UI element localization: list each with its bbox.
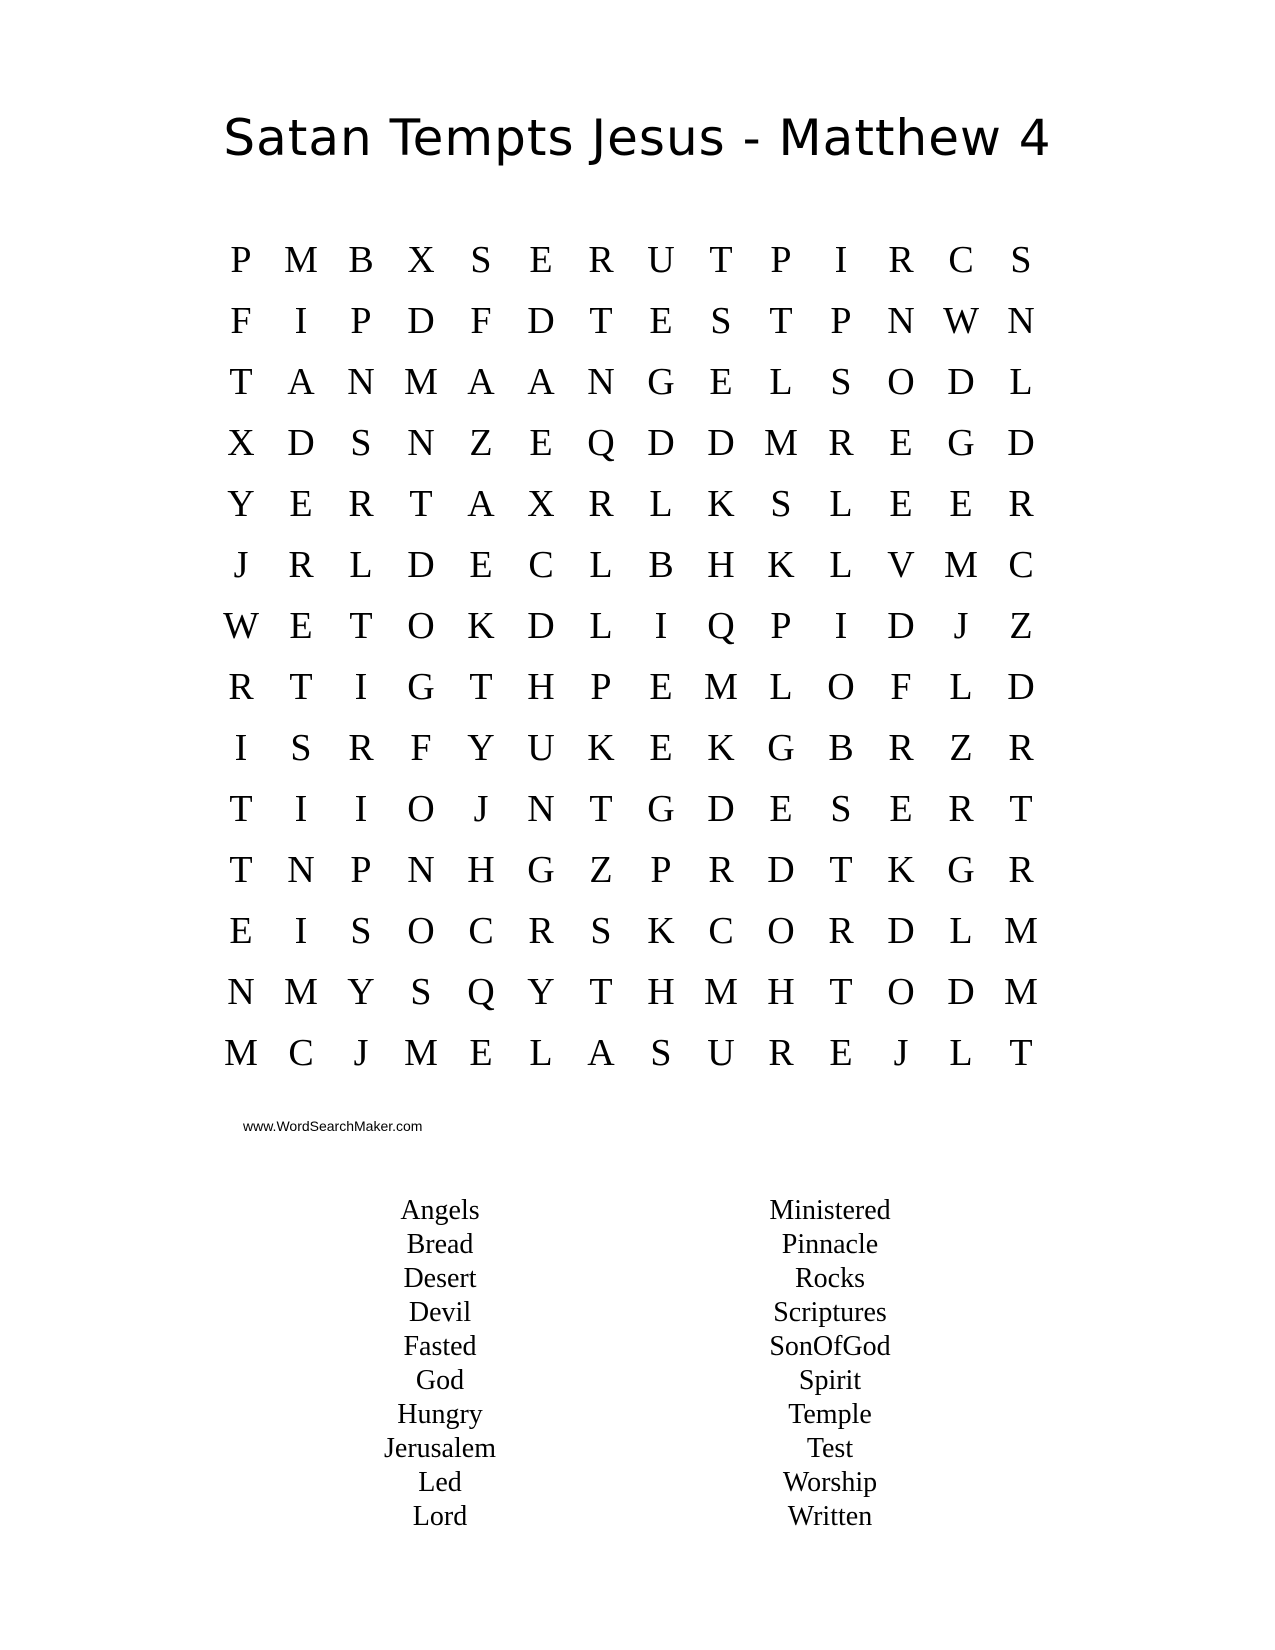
grid-cell: Y bbox=[467, 727, 495, 769]
grid-cell: L bbox=[529, 1032, 553, 1074]
grid-cell: T bbox=[1009, 1032, 1033, 1074]
grid-cell: S bbox=[830, 788, 852, 830]
grid-cell: E bbox=[289, 483, 313, 525]
grid-cell: T bbox=[229, 788, 253, 830]
grid-cell: J bbox=[233, 544, 249, 586]
grid-cell: T bbox=[769, 300, 793, 342]
grid-cell: S bbox=[650, 1032, 672, 1074]
grid-cell: R bbox=[228, 666, 254, 708]
page-title: Satan Tempts Jesus - Matthew 4 bbox=[223, 109, 1052, 167]
grid-cell: C bbox=[528, 544, 554, 586]
grid-cell: L bbox=[829, 544, 853, 586]
grid-cell: C bbox=[468, 910, 494, 952]
grid-cell: S bbox=[350, 422, 372, 464]
word-list-item: Pinnacle bbox=[781, 1229, 879, 1260]
grid-cell: E bbox=[889, 422, 913, 464]
grid-cell: E bbox=[289, 605, 313, 647]
grid-cell: E bbox=[649, 727, 673, 769]
word-list-item: Angels bbox=[400, 1195, 480, 1226]
grid-cell: A bbox=[527, 361, 555, 403]
word-list-item: Rocks bbox=[795, 1263, 865, 1294]
grid-row bbox=[211, 968, 1051, 1029]
grid-cell: G bbox=[947, 849, 975, 891]
grid-cell: I bbox=[834, 239, 848, 281]
grid-cell: H bbox=[767, 971, 795, 1013]
word-list-item: Worship bbox=[782, 1467, 878, 1498]
word-list-item: Ministered bbox=[769, 1195, 891, 1226]
grid-cell: M bbox=[1004, 971, 1038, 1013]
grid-cell: H bbox=[467, 849, 495, 891]
grid-cell: R bbox=[1008, 483, 1034, 525]
grid-cell: K bbox=[587, 727, 615, 769]
grid-cell: E bbox=[949, 483, 973, 525]
grid-cell: I bbox=[294, 788, 308, 830]
grid-cell: E bbox=[229, 910, 253, 952]
grid-cell: E bbox=[469, 544, 493, 586]
grid-cell: D bbox=[767, 849, 795, 891]
grid-cell: T bbox=[229, 849, 253, 891]
grid-cell: R bbox=[888, 727, 914, 769]
grid-cell: E bbox=[649, 666, 673, 708]
grid-cell: L bbox=[1009, 361, 1033, 403]
word-list-item: Bread bbox=[406, 1229, 474, 1260]
grid-cell: N bbox=[407, 849, 435, 891]
grid-cell: M bbox=[704, 666, 738, 708]
grid-cell: A bbox=[467, 361, 495, 403]
grid-cell: T bbox=[829, 849, 853, 891]
grid-cell: I bbox=[294, 910, 308, 952]
grid-cell: E bbox=[889, 788, 913, 830]
grid-cell: K bbox=[707, 483, 735, 525]
grid-cell: Z bbox=[589, 849, 613, 891]
grid-cell: K bbox=[647, 910, 675, 952]
grid-cell: S bbox=[410, 971, 432, 1013]
word-list-item: Scriptures bbox=[773, 1297, 887, 1328]
grid-cell: Q bbox=[467, 971, 495, 1013]
grid-cell: K bbox=[467, 605, 495, 647]
grid-cell: I bbox=[294, 300, 308, 342]
grid-cell: E bbox=[889, 483, 913, 525]
grid-cell: O bbox=[407, 910, 435, 952]
grid-cell: Z bbox=[469, 422, 493, 464]
grid-cell: C bbox=[288, 1032, 314, 1074]
grid-cell: M bbox=[764, 422, 798, 464]
grid-cell: O bbox=[407, 605, 435, 647]
grid-cell: M bbox=[1004, 910, 1038, 952]
grid-cell: M bbox=[404, 361, 438, 403]
grid-cell: E bbox=[649, 300, 673, 342]
grid-cell: U bbox=[527, 727, 555, 769]
grid-cell: C bbox=[1008, 544, 1034, 586]
grid-cell: D bbox=[947, 361, 975, 403]
grid-cell: T bbox=[229, 361, 253, 403]
grid-cell: P bbox=[830, 300, 852, 342]
grid-cell: R bbox=[1008, 727, 1034, 769]
grid-cell: Y bbox=[227, 483, 255, 525]
grid-cell: M bbox=[224, 1032, 258, 1074]
grid-cell: L bbox=[949, 910, 973, 952]
grid-cell: T bbox=[1009, 788, 1033, 830]
grid-cell: P bbox=[650, 849, 672, 891]
grid-cell: T bbox=[349, 605, 373, 647]
grid-cell: S bbox=[290, 727, 312, 769]
grid-cell: R bbox=[828, 910, 854, 952]
grid-cell: E bbox=[769, 788, 793, 830]
grid-cell: M bbox=[284, 239, 318, 281]
grid-cell: G bbox=[947, 422, 975, 464]
grid-cell: R bbox=[888, 239, 914, 281]
grid-cell: U bbox=[647, 239, 675, 281]
grid-cell: S bbox=[590, 910, 612, 952]
grid-cell: O bbox=[407, 788, 435, 830]
grid-cell: H bbox=[527, 666, 555, 708]
grid-cell: R bbox=[948, 788, 974, 830]
grid-cell: D bbox=[287, 422, 315, 464]
grid-row bbox=[211, 541, 1051, 602]
grid-cell: G bbox=[767, 727, 795, 769]
grid-cell: Y bbox=[347, 971, 375, 1013]
grid-cell: U bbox=[707, 1032, 735, 1074]
grid-cell: H bbox=[707, 544, 735, 586]
grid-cell: G bbox=[527, 849, 555, 891]
grid-row bbox=[211, 724, 1051, 785]
grid-cell: W bbox=[943, 300, 979, 342]
word-list-item: Written bbox=[787, 1501, 873, 1532]
grid-cell: D bbox=[707, 422, 735, 464]
grid-cell: T bbox=[409, 483, 433, 525]
word-list-item: SonOfGod bbox=[769, 1331, 891, 1362]
grid-cell: T bbox=[709, 239, 733, 281]
word-list-item: Test bbox=[806, 1433, 854, 1464]
grid-cell: R bbox=[588, 483, 614, 525]
word-list-right bbox=[700, 1194, 960, 1534]
grid-cell: Q bbox=[707, 605, 735, 647]
grid-row bbox=[211, 297, 1051, 358]
grid-cell: T bbox=[469, 666, 493, 708]
grid-cell: S bbox=[770, 483, 792, 525]
grid-cell: R bbox=[348, 483, 374, 525]
footer-url: www.WordSearchMaker.com bbox=[243, 1118, 423, 1134]
grid-cell: C bbox=[948, 239, 974, 281]
word-list-item: Led bbox=[418, 1467, 462, 1498]
grid-cell: L bbox=[349, 544, 373, 586]
grid-cell: W bbox=[223, 605, 259, 647]
grid-cell: J bbox=[893, 1032, 909, 1074]
word-list-item: God bbox=[415, 1365, 465, 1396]
grid-cell: O bbox=[827, 666, 855, 708]
grid-cell: O bbox=[887, 361, 915, 403]
grid-cell: G bbox=[407, 666, 435, 708]
grid-row bbox=[211, 236, 1051, 297]
grid-cell: P bbox=[590, 666, 612, 708]
grid-cell: Y bbox=[527, 971, 555, 1013]
grid-cell: X bbox=[407, 239, 435, 281]
grid-cell: M bbox=[704, 971, 738, 1013]
grid-cell: F bbox=[890, 666, 912, 708]
grid-cell: E bbox=[829, 1032, 853, 1074]
grid-cell: B bbox=[648, 544, 674, 586]
grid-cell: D bbox=[1007, 422, 1035, 464]
grid-cell: B bbox=[828, 727, 854, 769]
grid-cell: A bbox=[587, 1032, 615, 1074]
grid-cell: Z bbox=[949, 727, 973, 769]
grid-cell: I bbox=[654, 605, 668, 647]
grid-cell: S bbox=[350, 910, 372, 952]
word-list-left bbox=[310, 1194, 570, 1534]
grid-row bbox=[211, 663, 1051, 724]
grid-row bbox=[211, 907, 1051, 968]
grid-cell: D bbox=[527, 605, 555, 647]
grid-cell: F bbox=[410, 727, 432, 769]
grid-cell: N bbox=[407, 422, 435, 464]
word-list-item: Hungry bbox=[397, 1399, 483, 1430]
grid-cell: L bbox=[949, 666, 973, 708]
grid-cell: D bbox=[887, 605, 915, 647]
grid-cell: D bbox=[707, 788, 735, 830]
grid-cell: S bbox=[710, 300, 732, 342]
grid-cell: N bbox=[587, 361, 615, 403]
grid-cell: F bbox=[230, 300, 252, 342]
grid-row bbox=[211, 480, 1051, 541]
grid-cell: L bbox=[949, 1032, 973, 1074]
grid-cell: F bbox=[470, 300, 492, 342]
grid-cell: M bbox=[944, 544, 978, 586]
grid-cell: E bbox=[529, 239, 553, 281]
grid-cell: D bbox=[407, 300, 435, 342]
grid-cell: R bbox=[1008, 849, 1034, 891]
grid-cell: M bbox=[284, 971, 318, 1013]
grid-cell: T bbox=[589, 300, 613, 342]
word-list-item: Lord bbox=[412, 1501, 468, 1532]
grid-cell: K bbox=[767, 544, 795, 586]
grid-cell: I bbox=[354, 788, 368, 830]
grid-cell: N bbox=[347, 361, 375, 403]
grid-row bbox=[211, 419, 1051, 480]
grid-cell: P bbox=[770, 605, 792, 647]
grid-cell: C bbox=[708, 910, 734, 952]
grid-cell: E bbox=[709, 361, 733, 403]
grid-cell: D bbox=[407, 544, 435, 586]
grid-cell: L bbox=[649, 483, 673, 525]
grid-cell: P bbox=[230, 239, 252, 281]
grid-cell: N bbox=[887, 300, 915, 342]
grid-cell: E bbox=[469, 1032, 493, 1074]
grid-cell: R bbox=[348, 727, 374, 769]
grid-cell: T bbox=[589, 971, 613, 1013]
grid-cell: R bbox=[708, 849, 734, 891]
grid-cell: S bbox=[1010, 239, 1032, 281]
grid-cell: I bbox=[354, 666, 368, 708]
word-list-item: Desert bbox=[403, 1263, 477, 1294]
grid-row bbox=[211, 846, 1051, 907]
grid-cell: S bbox=[830, 361, 852, 403]
grid-cell: R bbox=[588, 239, 614, 281]
grid-cell: X bbox=[527, 483, 555, 525]
grid-cell: L bbox=[829, 483, 853, 525]
grid-cell: I bbox=[234, 727, 248, 769]
grid-cell: A bbox=[467, 483, 495, 525]
word-list-item: Spirit bbox=[798, 1365, 862, 1396]
grid-cell: X bbox=[227, 422, 255, 464]
grid-cell: J bbox=[953, 605, 969, 647]
grid-cell: Q bbox=[587, 422, 615, 464]
grid-cell: R bbox=[768, 1032, 794, 1074]
grid-cell: M bbox=[404, 1032, 438, 1074]
word-list-item: Jerusalem bbox=[384, 1433, 496, 1464]
grid-cell: G bbox=[647, 361, 675, 403]
grid-cell: L bbox=[769, 361, 793, 403]
grid-row bbox=[211, 358, 1051, 419]
grid-cell: J bbox=[353, 1032, 369, 1074]
word-list-item: Devil bbox=[408, 1297, 472, 1328]
grid-cell: J bbox=[473, 788, 489, 830]
grid-row bbox=[211, 785, 1051, 846]
grid-cell: H bbox=[647, 971, 675, 1013]
grid-cell: R bbox=[828, 422, 854, 464]
grid-cell: N bbox=[527, 788, 555, 830]
grid-cell: I bbox=[834, 605, 848, 647]
letter-grid bbox=[211, 236, 1051, 1090]
word-list-item: Temple bbox=[788, 1399, 872, 1430]
grid-cell: P bbox=[350, 300, 372, 342]
grid-cell: P bbox=[770, 239, 792, 281]
grid-cell: O bbox=[767, 910, 795, 952]
grid-cell: T bbox=[829, 971, 853, 1013]
grid-cell: R bbox=[288, 544, 314, 586]
grid-cell: P bbox=[350, 849, 372, 891]
grid-cell: K bbox=[887, 849, 915, 891]
grid-cell: D bbox=[527, 300, 555, 342]
grid-cell: E bbox=[529, 422, 553, 464]
grid-cell: O bbox=[887, 971, 915, 1013]
grid-row bbox=[211, 1029, 1051, 1090]
grid-cell: D bbox=[647, 422, 675, 464]
grid-cell: G bbox=[647, 788, 675, 830]
word-list-item: Fasted bbox=[403, 1331, 477, 1362]
grid-cell: N bbox=[1007, 300, 1035, 342]
grid-cell: D bbox=[947, 971, 975, 1013]
grid-cell: L bbox=[589, 544, 613, 586]
grid-cell: T bbox=[289, 666, 313, 708]
grid-cell: A bbox=[287, 361, 315, 403]
grid-row bbox=[211, 602, 1051, 663]
grid-cell: K bbox=[707, 727, 735, 769]
grid-cell: T bbox=[589, 788, 613, 830]
grid-cell: N bbox=[227, 971, 255, 1013]
grid-cell: L bbox=[589, 605, 613, 647]
grid-cell: R bbox=[528, 910, 554, 952]
grid-cell: D bbox=[887, 910, 915, 952]
grid-cell: S bbox=[470, 239, 492, 281]
grid-cell: D bbox=[1007, 666, 1035, 708]
grid-cell: Z bbox=[1009, 605, 1033, 647]
grid-cell: B bbox=[348, 239, 374, 281]
grid-cell: V bbox=[887, 544, 915, 586]
grid-cell: L bbox=[769, 666, 793, 708]
grid-cell: N bbox=[287, 849, 315, 891]
